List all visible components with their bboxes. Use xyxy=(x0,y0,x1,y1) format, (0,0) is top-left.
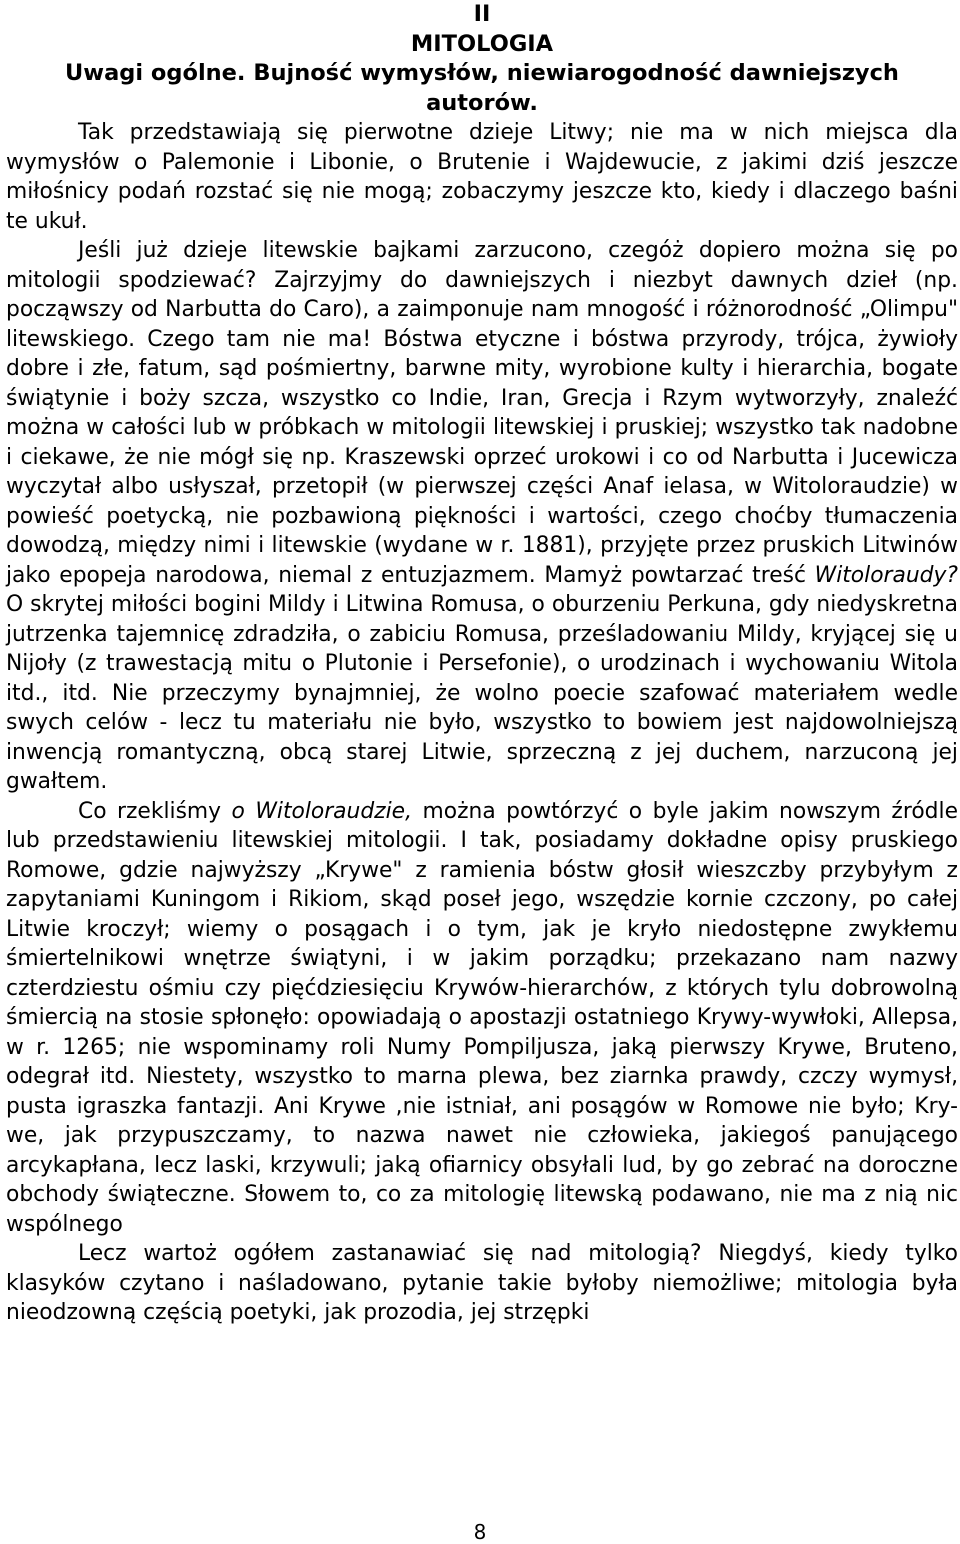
paragraph-3 xyxy=(6,797,958,1240)
paragraph-4 xyxy=(6,1239,958,1328)
chapter-heading xyxy=(6,0,958,118)
paragraph-4-text: Lecz wartoż ogółem zastanawiać się nad mitologią? Niegdyś, kiedy tylko klasyków czytano i naśladowano, pytanie takie byłoby niemożliwe; mitologia była nieodzowną częścią poetyki, jak prozodia, jej strzępki xyxy=(6,1241,958,1325)
paragraph-3-italic: o Witoloraudzie, xyxy=(231,798,413,824)
paragraph-3-text-b: można powtórzyć o byle jakim nowszym źródle lub przedstawieniu litewskiej mitologii. I tak, posiadamy dokładne opisy pruskiego Romowe, gdzie najwyższy „Krywe" z ramienia bóstw głosił wieszczby przybyłym z zapytaniami Kuningom i Rikiom, skąd poseł jego, wszędzie kornie czczony, po całej Litwie kroczył; wiemy o posągach i o tym, jak je kryło niedostępne zwykłemu śmiertelnikowi wnętrze świątyni, i w jakim porządku; przekazano nam nazwy czterdziestu ośmiu czy pięćdziesięciu Krywów-hierarchów, z których tylu dobrowolną śmiercią na stosie spłonęło: opowiadają o apostazji ostatniego Krywy-wywłoki, Allepsa, w r. 1265; nie wspominamy roli Numy Pompiljusza, jaką pierwszy Krywe, Bruteno, odegrał itd. Niestety, wszystko to marna plewa, bez ziarnka prawdy, czczy wymysł, pusta igraszka fantazji. Ani Krywe ,nie istniał, ani posągów w Romowe nie było; Kry-we, jak przypuszczamy, to nazwa nawet nie człowieka, jakiegoś panującego arcykapłana, lecz laski, krzywuli; jaką ofiarnicy obsyłali lud, by go zebrać na doroczne obchody świąteczne. Słowem to, co za mitologię litewską podawano, nie ma z nią nic wspólnego xyxy=(6,798,958,1237)
paragraph-2-text-a: Jeśli już dzieje litewskie bajkami zarzucono, czegóż dopiero można się po mitologii spodziewać? Zajrzyjmy do dawniejszych i niezbyt dawnych dzieł (np. począwszy od Narbutta do Caro), a zaimponuje nam mnogość i różnorodność „Olimpu" litewskiego. Czego tam nie ma! Bóstwa etyczne i bóstwa przyrody, trójca, żywioły dobre i złe, fatum, sąd pośmiertny, barwne mity, wyrobione kulty i hierarchia, bogate świątynie i boży szcza, wszystko co Indie, Iran, Grecja i Rzym wytworzyły, znaleźć można w całości lub w próbkach w mitologii litewskiej i pruskiej; wszystko tak nadobne i ciekawe, że nie mógł się np. Kraszewski oprzeć urokowi i co od Narbutta i Jucewicza wyczytał albo usłyszał, przetopił (w pierwszej części Anaf ielasa, w Witoloraudzie) w powieść poetycką, nie pozbawioną piękności i wartości, czego choćby tłumaczenia dowodzą, między nimi i litewskie (wydane w r. 1881), przyjęte przez pruskich Litwinów jako epopeja narodowa, niemal z entuzjazmem. Mamyż powtarzać treść xyxy=(6,238,958,588)
chapter-subtitle: Uwagi ogólne. Bujność wymysłów, niewiarogodność dawniejszych autorów. xyxy=(65,60,899,116)
paragraph-1 xyxy=(6,118,958,236)
document-page xyxy=(6,0,958,1328)
paragraph-2-italic: Witoloraudy? xyxy=(814,562,958,588)
chapter-number: II xyxy=(473,1,491,27)
page-number: 8 xyxy=(473,1520,487,1544)
paragraph-2-text-b: O skrytej miłości bogini Mildy i Litwina Romusa, o oburzeniu Perkuna, gdy niedyskretna jutrzenka tajemnicę zdradziła, o zabiciu Romusa, prześladowaniu Mildy, kryjącej się u Nijoły (z trawestacją mitu o Plutonie i Persefonie), o urodzinach i wychowaniu Witola itd., itd. Nie przeczymy bynajmniej, że wolno poecie szafować materiałem wedle swych celów - lecz tu materiału nie było, wszystko to bowiem jest najdowolniejszą inwencją romantyczną, obcą starej Litwie, sprzeczną z jej duchem, narzuconą jej gwałtem. xyxy=(6,592,958,794)
body-text xyxy=(6,118,958,1328)
paragraph-2 xyxy=(6,236,958,797)
chapter-title: MITOLOGIA xyxy=(410,30,554,57)
paragraph-3-text-a: Co rzekliśmy xyxy=(78,798,222,824)
paragraph-1-text: Tak przedstawiają się pierwotne dzieje Litwy; nie ma w nich miejsca dla wymysłów o Palemonie i Libonie, o Brutenie i Wajdewucie, z jakimi dziś jeszcze miłośnicy podań rozstać się nie mogą; zobaczymy jeszcze kto, kiedy i dlaczego baśni te ukuł. xyxy=(6,120,958,234)
